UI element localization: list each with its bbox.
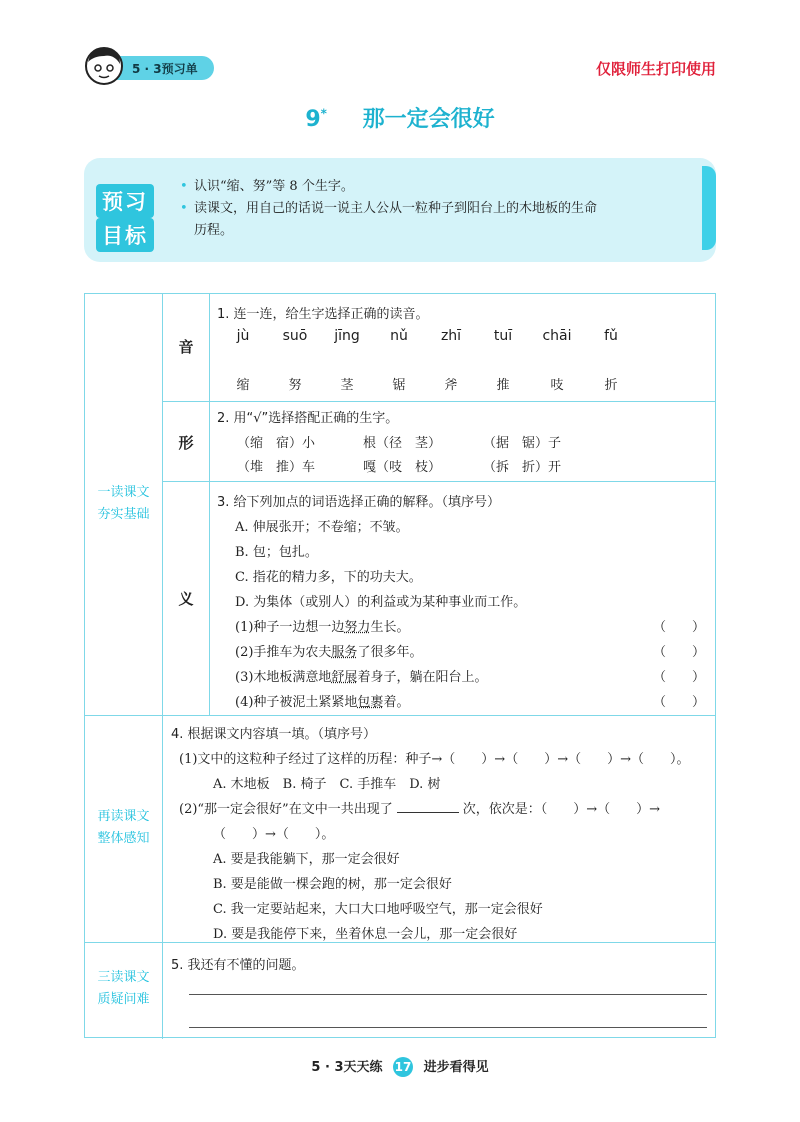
- q3-sentence-1: (1)种子一边想一边努力生长。: [235, 620, 410, 635]
- q4-part-2[interactable]: (2)“那一定会很好”在文中一共出现了 次，依次是：（ ）→（ ）→: [179, 802, 661, 817]
- q3-sentence-3: (3)木地板满意地舒展着身子，躺在阳台上。: [235, 670, 488, 685]
- pinyin[interactable]: tuī: [493, 328, 513, 344]
- char[interactable]: 斧: [444, 378, 458, 393]
- q4-option-c: C. 我一定要站起来，大口大口地呼吸空气，那一定会很好: [213, 902, 543, 917]
- goals-label-2: 目标: [96, 218, 154, 252]
- row-divider: [162, 401, 716, 402]
- page-title: [0, 102, 800, 133]
- brand-text: 5 · 3预习单: [132, 62, 198, 76]
- answer-blank[interactable]: （ ）: [652, 645, 705, 660]
- q2-option[interactable]: 嘎（吱 枝）: [363, 460, 442, 475]
- goals-label-1: 预习: [96, 184, 154, 218]
- pinyin[interactable]: fǔ: [604, 328, 618, 344]
- print-note: 仅限师生打印使用: [595, 60, 716, 78]
- row-divider: [85, 715, 716, 716]
- section-label-1: 一读课文 夯实基础: [97, 485, 150, 522]
- lesson-number: 9*: [305, 106, 327, 132]
- char[interactable]: 茎: [340, 378, 354, 393]
- pinyin[interactable]: chāi: [542, 328, 572, 344]
- char[interactable]: 推: [496, 378, 510, 393]
- q3-def-d: D. 为集体（或别人）的利益或为某种事业而工作。: [235, 595, 527, 610]
- footer-right: 进步看得见: [423, 1060, 489, 1075]
- q3-sentence-2: (2)手推车为农夫服务了很多年。: [235, 645, 423, 660]
- q3-sentence-4: (4)种子被泥土紧紧地包裹着。: [235, 695, 410, 710]
- goal-item: • 读课文，用自己的话说一说主人公从一粒种子到阳台上的木地板的生命: [180, 198, 700, 220]
- pinyin[interactable]: jù: [236, 328, 250, 344]
- q4-option-a: A. 要是我能躺下，那一定会很好: [213, 852, 400, 867]
- sub-label-yi: 义: [178, 590, 194, 608]
- goals-box: [84, 158, 716, 262]
- q2-option[interactable]: 根（径 茎）: [363, 436, 442, 451]
- q4-option-b: B. 要是能做一棵会跑的树，那一定会很好: [213, 877, 452, 892]
- answer-line[interactable]: [189, 994, 707, 995]
- char[interactable]: 锯: [392, 378, 406, 393]
- row-divider: [162, 481, 716, 482]
- goals-list: [180, 176, 700, 242]
- footer-left: 5 · 3天天练: [311, 1060, 383, 1075]
- q3-def-a: A. 伸展张开；不卷缩；不皱。: [235, 520, 409, 535]
- answer-blank[interactable]: （ ）: [652, 695, 705, 710]
- q1-title: 1. 连一连，给生字选择正确的读音。: [217, 307, 429, 322]
- student-face-icon: [84, 44, 124, 86]
- answer-blank[interactable]: （ ）: [652, 670, 705, 685]
- q2-option[interactable]: （缩 宿）小: [237, 436, 316, 451]
- goal-item: • 认识“缩、努”等 8 个生字。: [180, 176, 700, 198]
- q4-options: A. 木地板 B. 椅子 C. 手推车 D. 树: [213, 777, 441, 792]
- pinyin[interactable]: zhī: [440, 328, 462, 344]
- section-label-2: 再读课文 整体感知: [97, 809, 150, 846]
- q3-def-c: C. 指花的精力多，下的功夫大。: [235, 570, 422, 585]
- pinyin[interactable]: nǔ: [390, 328, 408, 344]
- q4-option-d: D. 要是我能停下来，坐着休息一会儿，那一定会很好: [213, 927, 518, 942]
- goal-item-cont: 历程。: [194, 223, 234, 238]
- pinyin[interactable]: jīng: [334, 328, 360, 344]
- col-divider: [209, 294, 210, 715]
- q2-option[interactable]: （据 锯）子: [483, 436, 562, 451]
- goals-label: [92, 168, 162, 248]
- q5-title: 5. 我还有不懂的问题。: [171, 958, 305, 973]
- q2-option[interactable]: （堆 推）车: [237, 460, 316, 475]
- q4-part-2-cont[interactable]: （ ）→（ ）。: [213, 827, 335, 842]
- fill-blank[interactable]: [397, 812, 459, 813]
- row-divider: [85, 942, 716, 943]
- page-footer: [0, 1056, 800, 1077]
- section-label-3: 三读课文 质疑问难: [97, 970, 150, 1007]
- sub-label-xing: 形: [178, 434, 194, 452]
- exercise-table: [84, 293, 716, 1038]
- answer-blank[interactable]: （ ）: [652, 620, 705, 635]
- q4-title: 4. 根据课文内容填一填。（填序号）: [171, 727, 377, 742]
- q2-option[interactable]: （拆 折）开: [483, 460, 562, 475]
- q4-part-1[interactable]: (1)文中的这粒种子经过了这样的历程：种子→（ ）→（ ）→（ ）→（ ）。: [179, 752, 690, 767]
- char[interactable]: 吱: [550, 378, 564, 393]
- brand-logo: [84, 44, 214, 86]
- col-divider: [162, 294, 163, 1039]
- lesson-title: 那一定会很好: [362, 107, 495, 132]
- answer-line[interactable]: [189, 1027, 707, 1028]
- sub-label-yin: 音: [178, 338, 194, 356]
- q2-title: 2. 用“√”选择搭配正确的生字。: [217, 411, 399, 426]
- pinyin[interactable]: suō: [282, 328, 308, 344]
- q1-char-row: [217, 374, 637, 393]
- char[interactable]: 缩: [236, 378, 250, 393]
- goals-tab: [702, 166, 716, 250]
- q3-def-b: B. 包；包扎。: [235, 545, 318, 560]
- page-number: 17: [393, 1057, 413, 1077]
- char[interactable]: 努: [288, 378, 302, 393]
- char[interactable]: 折: [604, 378, 618, 393]
- q1-pinyin-row: [217, 328, 637, 344]
- q3-title: 3. 给下列加点的词语选择正确的解释。（填序号）: [217, 495, 501, 510]
